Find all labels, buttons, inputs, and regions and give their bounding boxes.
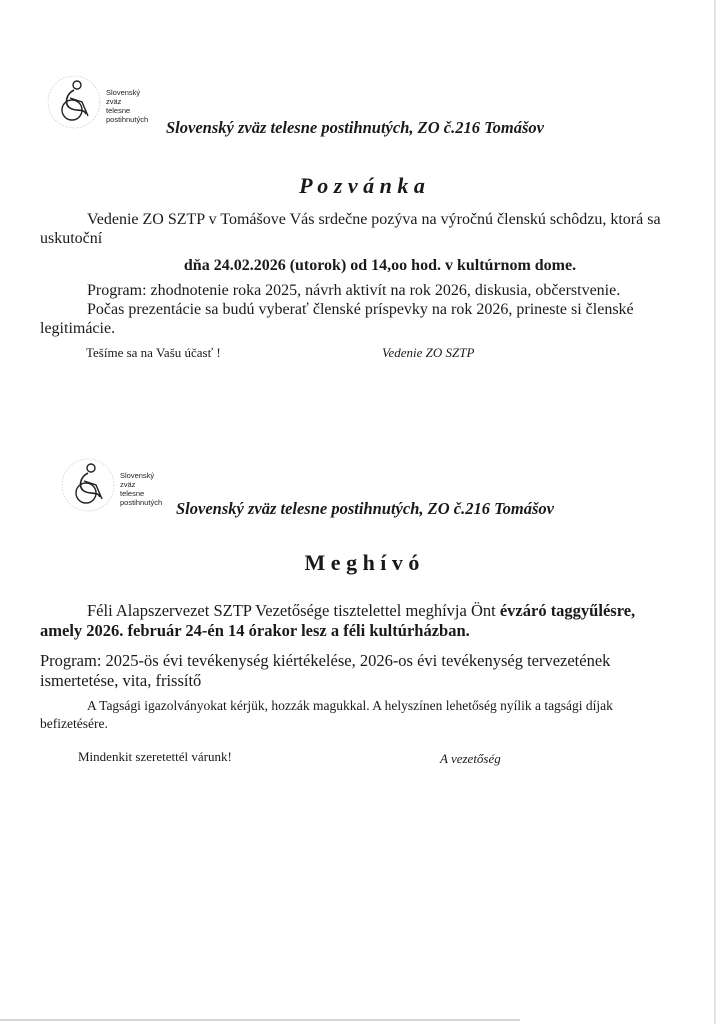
closing-greeting: Mindenkit szeretettél várunk!: [78, 749, 232, 764]
fees-paragraph: A Tagsági igazolványokat kérjük, hozzák magukkal. A helyszínen lehetőség nyílik a tagsági díjak befizetésére.: [40, 698, 613, 731]
sztp-logo: [44, 72, 164, 136]
sztp-logo: [58, 455, 178, 519]
program-paragraph: Program: zhodnotenie roka 2025, návrh aktivít na rok 2026, diskusia, občerstvenie.: [87, 282, 621, 299]
logo-caption: Slovenský zväz telesne postihnutých: [120, 471, 163, 507]
intro-paragraph: Féli Alapszervezet SZTP Vezetősége tisztelettel meghívja Önt évzáró taggyűlésre, amely 2026. február 24-én 14 órakor lesz a féli kultúrházban.: [40, 601, 636, 640]
org-heading: Slovenský zväz telesne postihnutých, ZO č.216 Tomášov: [166, 118, 544, 137]
sztp-wheelchair-emblem-icon: [44, 72, 104, 132]
scan-edge-bottom: [0, 1019, 520, 1021]
fees-paragraph: Počas prezentácie sa budú vyberať členské príspevky na rok 2026, prineste si členské legitimácie.: [40, 301, 634, 337]
program-paragraph: Program: 2025-ös évi tevékenység kiértékelése, 2026-os évi tevékenység tervezetének ismertetése, vita, frissítő: [40, 651, 611, 690]
org-heading: Slovenský zväz telesne postihnutých, ZO č.216 Tomášov: [176, 499, 554, 518]
closing-greeting: Tešíme sa na Vašu účasť !: [86, 345, 221, 360]
closing-signature: A vezetőség: [440, 751, 501, 766]
invitation-title: M e g h í v ó: [304, 550, 420, 575]
sztp-wheelchair-emblem-icon: [58, 455, 118, 515]
logo-caption: Slovenský zväz telesne postihnutých: [106, 88, 149, 124]
invitation-title: P o z v á n k a: [299, 173, 425, 198]
scan-edge-right: [714, 0, 716, 1024]
intro-paragraph: Vedenie ZO SZTP v Tomášove Vás srdečne pozýva na výročnú členskú schôdzu, ktorá sa uskutoční: [40, 211, 661, 247]
date-line: dňa 24.02.2026 (utorok) od 14,oo hod. v kultúrnom dome.: [183, 257, 577, 274]
closing-signature: Vedenie ZO SZTP: [382, 345, 475, 360]
